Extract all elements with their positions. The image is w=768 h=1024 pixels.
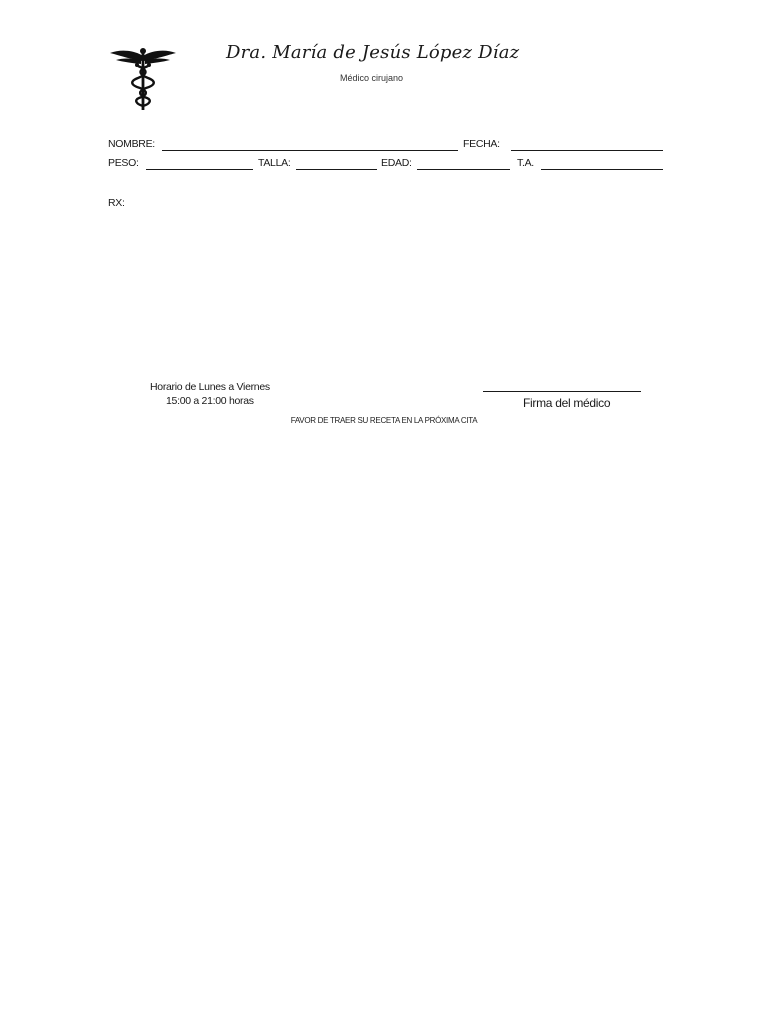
nombre-field[interactable] — [162, 150, 458, 151]
rx-label: RX: — [108, 197, 125, 209]
schedule-hours: 15:00 a 21:00 horas — [166, 395, 254, 407]
ta-label: T.A. — [517, 157, 534, 169]
nombre-label: NOMBRE: — [108, 138, 155, 150]
signature-line[interactable] — [483, 391, 641, 392]
schedule-days: Horario de Lunes a Viernes — [150, 381, 270, 393]
peso-field[interactable] — [146, 169, 253, 170]
fecha-field[interactable] — [511, 150, 663, 151]
edad-field[interactable] — [417, 169, 510, 170]
talla-label: TALLA: — [258, 157, 291, 169]
peso-label: PESO: — [108, 157, 139, 169]
doctor-name: Dra. María de Jesús López Díaz — [226, 42, 520, 63]
fecha-label: FECHA: — [463, 138, 500, 150]
notice-text: FAVOR DE TRAER SU RECETA EN LA PRÓXIMA CITA — [290, 416, 478, 425]
edad-label: EDAD: — [381, 157, 412, 169]
doctor-specialty: Médico cirujano — [340, 73, 404, 83]
talla-field[interactable] — [296, 169, 377, 170]
signature-label: Firma del médico — [523, 396, 611, 410]
ta-field[interactable] — [541, 169, 663, 170]
